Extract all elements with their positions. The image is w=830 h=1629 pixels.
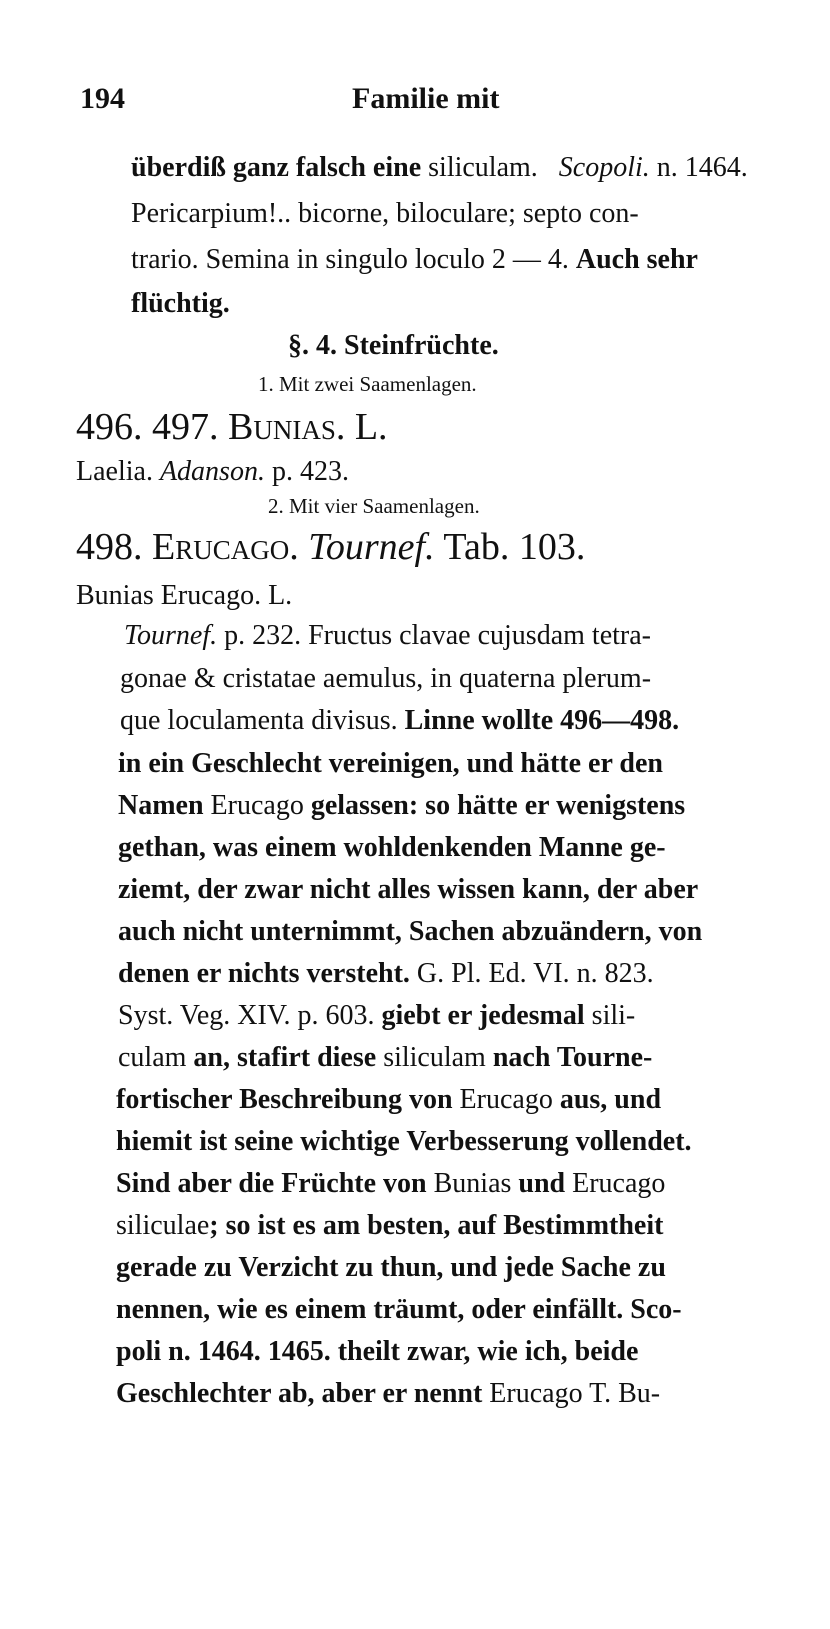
author-name: Tournef.	[124, 620, 218, 651]
entry-number: 496. 497.	[76, 406, 228, 448]
text-fragment-bold: und	[511, 1168, 573, 1199]
entry-number: 498.	[76, 526, 152, 568]
latin-term: sili-	[591, 1000, 636, 1031]
para-line-14	[116, 1170, 665, 1198]
genus-entry-bunias	[76, 408, 388, 446]
para-line-2: gonae & cristatae aemulus, in quaterna plerum-	[120, 663, 652, 694]
text-line-2: Pericarpium!.. bicorne, biloculare; septo con-	[131, 198, 639, 229]
text-fragment: überdiß ganz falsch eine	[131, 152, 429, 183]
latin-term: culam	[118, 1042, 187, 1073]
text-line-4: flüchtig.	[131, 288, 230, 319]
para-line-4: in ein Geschlecht vereinigen, und hätte er den	[118, 748, 663, 779]
para-line-3	[120, 707, 679, 735]
text-fragment: trario. Semina in singulo loculo 2 — 4.	[131, 244, 576, 275]
para-line-19	[116, 1380, 660, 1408]
text-fragment-bold: fortischer Beschreibung von	[116, 1084, 460, 1115]
text-fragment-bold: Linne wollte 496—498.	[404, 705, 680, 736]
para-line-9	[118, 960, 654, 988]
subsection-heading-1: 1. Mit zwei Saamenlagen.	[258, 372, 477, 396]
para-line-10	[118, 1002, 635, 1030]
text-fragment-bold: an, stafirt diese	[186, 1042, 384, 1073]
para-line-7: ziemt, der zwar nicht alles wissen kann, der aber	[118, 874, 699, 905]
text-fragment-bold: Namen	[118, 790, 211, 821]
text-fragment-bold: aus, und	[552, 1084, 662, 1115]
author-name: Scopoli.	[558, 152, 650, 183]
synonym-line-2: Bunias Erucago. L.	[76, 580, 293, 611]
latin-term: Erucago	[210, 790, 304, 821]
para-line-1	[124, 622, 651, 650]
section-heading: §. 4. Steinfrüchte.	[288, 330, 499, 361]
para-line-13: hiemit ist seine wichtige Verbesserung vollendet.	[116, 1126, 692, 1157]
latin-term: Erucago	[572, 1168, 666, 1199]
latin-term: Erucago T. Bu-	[489, 1378, 661, 1409]
latin-term: siliculam	[383, 1042, 486, 1073]
para-line-11	[118, 1044, 652, 1072]
para-line-17: nennen, wie es einem träumt, oder einfällt. Sco-	[116, 1294, 682, 1325]
synonym-line-1	[76, 458, 349, 486]
subsection-heading-2: 2. Mit vier Saamenlagen.	[268, 494, 480, 518]
text-fragment-bold: Sind aber die Früchte von	[116, 1168, 434, 1199]
reference: Tab. 103.	[434, 526, 586, 568]
para-line-12	[116, 1086, 661, 1114]
text-fragment-bold: Geschlechter ab, aber er nennt	[116, 1378, 490, 1409]
text-fragment-bold: Auch sehr	[575, 244, 698, 275]
para-line-5	[118, 792, 685, 820]
text-fragment: que loculamenta divisus.	[120, 705, 405, 736]
text-fragment-bold: ; so ist es am besten, auf Bestimmtheit	[209, 1210, 664, 1241]
text-fragment: p. 232. Fructus clavae cujusdam tetra-	[217, 620, 651, 651]
text-line-3	[131, 246, 698, 274]
para-line-15	[116, 1212, 663, 1240]
para-line-6: gethan, was einem wohldenkenden Manne ge-	[118, 832, 666, 863]
genus-name: Erucago.	[152, 526, 299, 568]
reference: p. 423.	[264, 456, 349, 487]
text-fragment-bold: denen er nichts versteht.	[118, 958, 417, 989]
reference: n. 1464.	[649, 152, 748, 183]
running-title: Familie mit	[352, 82, 500, 115]
para-line-8: auch nicht unternimmt, Sachen abzuändern, von	[118, 916, 703, 947]
text-fragment-bold: gelassen: so hätte er wenigstens	[303, 790, 686, 821]
text-fragment-bold: giebt er jedesmal	[374, 1000, 592, 1031]
para-line-16: gerade zu Verzicht zu thun, und jede Sache zu	[116, 1252, 666, 1283]
author-name: Tournef.	[298, 526, 435, 568]
reference: Syst. Veg. XIV. p. 603.	[118, 1000, 375, 1031]
author-name: Adanson.	[159, 456, 265, 487]
latin-term: Bunias	[433, 1168, 512, 1199]
synonym: Laelia.	[76, 456, 160, 487]
genus-name: Bunias. L.	[228, 406, 388, 448]
text-fragment-bold: nach Tourne-	[485, 1042, 653, 1073]
page-number: 194	[80, 82, 125, 115]
genus-entry-erucago	[76, 528, 585, 566]
para-line-18: poli n. 1464. 1465. theilt zwar, wie ich, beide	[116, 1336, 639, 1367]
text-line-1	[131, 154, 748, 182]
latin-term: Erucago	[459, 1084, 553, 1115]
latin-term: siliculam.	[428, 152, 538, 183]
latin-term: siliculae	[116, 1210, 210, 1241]
reference: G. Pl. Ed. VI. n. 823.	[416, 958, 654, 989]
